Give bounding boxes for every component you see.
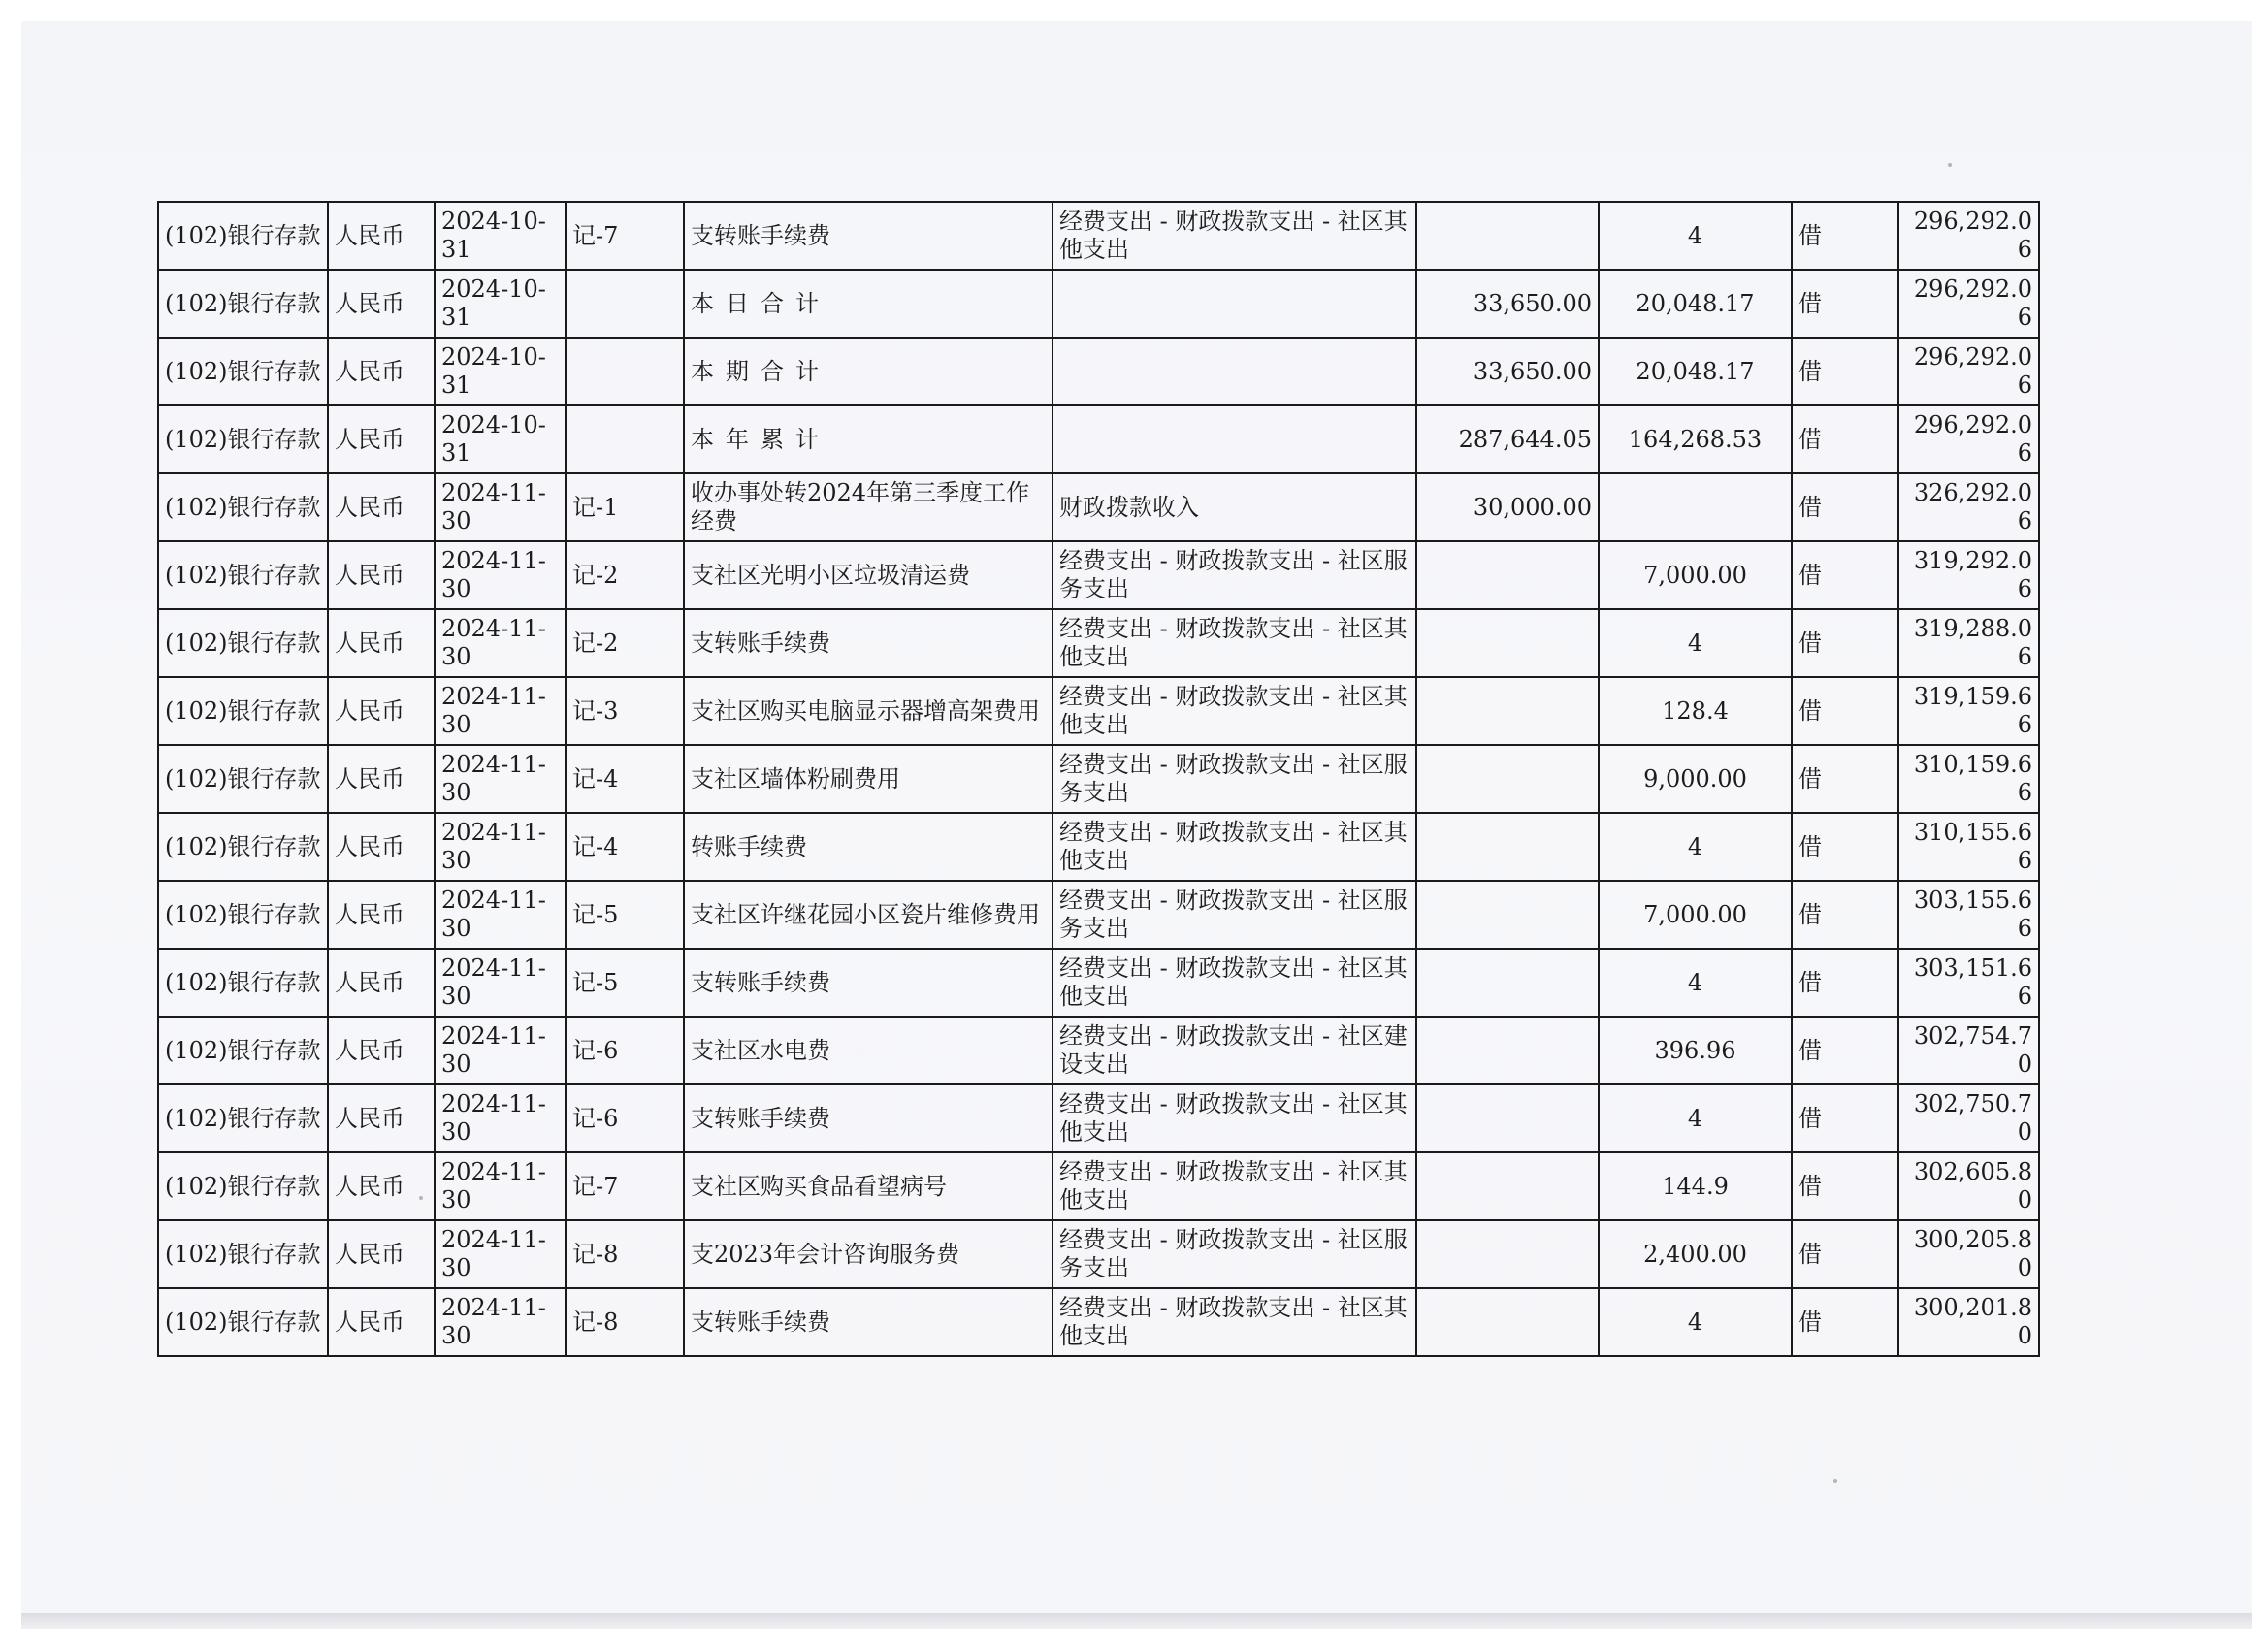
scan-speck [1833, 1479, 1837, 1483]
currency-cell: 人民币 [328, 881, 435, 949]
account-cell: (102)银行存款 [158, 881, 328, 949]
summary-cell: 本年累计 [684, 405, 1053, 473]
summary-cell: 支转账手续费 [684, 609, 1053, 677]
credit-cell: 4 [1599, 1288, 1792, 1356]
opposite-account-cell: 经费支出 - 财政拨款支出 - 社区其他支出 [1053, 949, 1416, 1017]
account-cell: (102)银行存款 [158, 1017, 328, 1084]
scan-bottom-edge [21, 1613, 2252, 1629]
opposite-account-cell: 经费支出 - 财政拨款支出 - 社区其他支出 [1053, 1288, 1416, 1356]
balance-cell: 296,292.06 [1898, 405, 2039, 473]
debit-cell [1416, 202, 1599, 270]
currency-cell: 人民币 [328, 949, 435, 1017]
account-cell: (102)银行存款 [158, 677, 328, 745]
summary-cell: 转账手续费 [684, 813, 1053, 881]
currency-cell: 人民币 [328, 473, 435, 541]
credit-cell: 396.96 [1599, 1017, 1792, 1084]
date-cell: 2024-10-31 [435, 338, 566, 405]
direction-cell: 借 [1792, 1152, 1898, 1220]
voucher-cell: 记-2 [566, 609, 684, 677]
opposite-account-cell: 经费支出 - 财政拨款支出 - 社区服务支出 [1053, 1220, 1416, 1288]
opposite-account-cell [1053, 270, 1416, 338]
debit-cell [1416, 1220, 1599, 1288]
credit-cell: 4 [1599, 813, 1792, 881]
voucher-cell [566, 338, 684, 405]
debit-cell [1416, 1288, 1599, 1356]
opposite-account-cell: 经费支出 - 财政拨款支出 - 社区其他支出 [1053, 1152, 1416, 1220]
direction-cell: 借 [1792, 745, 1898, 813]
voucher-cell: 记-6 [566, 1084, 684, 1152]
currency-cell: 人民币 [328, 813, 435, 881]
currency-cell: 人民币 [328, 1220, 435, 1288]
account-cell: (102)银行存款 [158, 202, 328, 270]
date-cell: 2024-10-31 [435, 202, 566, 270]
credit-cell: 9,000.00 [1599, 745, 1792, 813]
summary-cell: 收办事处转2024年第三季度工作经费 [684, 473, 1053, 541]
date-cell: 2024-11-30 [435, 881, 566, 949]
summary-cell: 本日合计 [684, 270, 1053, 338]
summary-cell: 支2023年会计咨询服务费 [684, 1220, 1053, 1288]
voucher-cell: 记-7 [566, 1152, 684, 1220]
opposite-account-cell: 经费支出 - 财政拨款支出 - 社区服务支出 [1053, 745, 1416, 813]
balance-cell: 296,292.06 [1898, 202, 2039, 270]
opposite-account-cell [1053, 338, 1416, 405]
currency-cell: 人民币 [328, 202, 435, 270]
voucher-cell: 记-3 [566, 677, 684, 745]
date-cell: 2024-11-30 [435, 1084, 566, 1152]
opposite-account-cell: 经费支出 - 财政拨款支出 - 社区其他支出 [1053, 1084, 1416, 1152]
date-cell: 2024-11-30 [435, 541, 566, 609]
debit-cell [1416, 1084, 1599, 1152]
opposite-account-cell: 经费支出 - 财政拨款支出 - 社区其他支出 [1053, 202, 1416, 270]
credit-cell: 4 [1599, 949, 1792, 1017]
ledger-row [158, 677, 2039, 745]
direction-cell: 借 [1792, 609, 1898, 677]
currency-cell: 人民币 [328, 338, 435, 405]
currency-cell: 人民币 [328, 1017, 435, 1084]
account-cell: (102)银行存款 [158, 609, 328, 677]
credit-cell: 164,268.53 [1599, 405, 1792, 473]
summary-cell: 支社区光明小区垃圾清运费 [684, 541, 1053, 609]
date-cell: 2024-11-30 [435, 949, 566, 1017]
ledger-row [158, 1288, 2039, 1356]
direction-cell: 借 [1792, 338, 1898, 405]
currency-cell: 人民币 [328, 405, 435, 473]
direction-cell: 借 [1792, 473, 1898, 541]
direction-cell: 借 [1792, 813, 1898, 881]
account-cell: (102)银行存款 [158, 949, 328, 1017]
account-cell: (102)银行存款 [158, 745, 328, 813]
currency-cell: 人民币 [328, 1152, 435, 1220]
direction-cell: 借 [1792, 202, 1898, 270]
balance-cell: 296,292.06 [1898, 338, 2039, 405]
account-cell: (102)银行存款 [158, 541, 328, 609]
date-cell: 2024-11-30 [435, 473, 566, 541]
voucher-cell: 记-4 [566, 745, 684, 813]
debit-cell [1416, 609, 1599, 677]
date-cell: 2024-10-31 [435, 405, 566, 473]
ledger-body [158, 202, 2039, 1356]
balance-cell: 300,205.80 [1898, 1220, 2039, 1288]
summary-cell: 支转账手续费 [684, 1288, 1053, 1356]
date-cell: 2024-11-30 [435, 1017, 566, 1084]
account-cell: (102)银行存款 [158, 473, 328, 541]
balance-cell: 302,754.70 [1898, 1017, 2039, 1084]
balance-cell: 326,292.06 [1898, 473, 2039, 541]
debit-cell [1416, 813, 1599, 881]
voucher-cell: 记-8 [566, 1288, 684, 1356]
ledger-row [158, 1017, 2039, 1084]
balance-cell: 302,750.70 [1898, 1084, 2039, 1152]
credit-cell: 7,000.00 [1599, 541, 1792, 609]
summary-cell: 支社区许继花园小区瓷片维修费用 [684, 881, 1053, 949]
credit-cell: 128.4 [1599, 677, 1792, 745]
voucher-cell: 记-8 [566, 1220, 684, 1288]
currency-cell: 人民币 [328, 1084, 435, 1152]
debit-cell [1416, 881, 1599, 949]
currency-cell: 人民币 [328, 677, 435, 745]
ledger-row [158, 745, 2039, 813]
credit-cell: 20,048.17 [1599, 338, 1792, 405]
date-cell: 2024-11-30 [435, 745, 566, 813]
credit-cell [1599, 473, 1792, 541]
ledger-row [158, 609, 2039, 677]
opposite-account-cell: 财政拨款收入 [1053, 473, 1416, 541]
voucher-cell: 记-4 [566, 813, 684, 881]
account-cell: (102)银行存款 [158, 1152, 328, 1220]
voucher-cell [566, 270, 684, 338]
voucher-cell [566, 405, 684, 473]
debit-cell [1416, 541, 1599, 609]
debit-cell [1416, 1017, 1599, 1084]
ledger-row [158, 270, 2039, 338]
debit-cell [1416, 949, 1599, 1017]
credit-cell: 20,048.17 [1599, 270, 1792, 338]
balance-cell: 310,155.66 [1898, 813, 2039, 881]
balance-cell: 303,151.66 [1898, 949, 2039, 1017]
direction-cell: 借 [1792, 1084, 1898, 1152]
scan-speck [1948, 163, 1952, 167]
date-cell: 2024-11-30 [435, 813, 566, 881]
account-cell: (102)银行存款 [158, 270, 328, 338]
account-cell: (102)银行存款 [158, 1084, 328, 1152]
summary-cell: 支社区购买食品看望病号 [684, 1152, 1053, 1220]
direction-cell: 借 [1792, 1220, 1898, 1288]
ledger-row [158, 949, 2039, 1017]
summary-cell: 本期合计 [684, 338, 1053, 405]
ledger-row [158, 881, 2039, 949]
debit-cell: 287,644.05 [1416, 405, 1599, 473]
credit-cell: 4 [1599, 202, 1792, 270]
direction-cell: 借 [1792, 1017, 1898, 1084]
direction-cell: 借 [1792, 949, 1898, 1017]
voucher-cell: 记-5 [566, 881, 684, 949]
ledger-row [158, 1220, 2039, 1288]
opposite-account-cell: 经费支出 - 财政拨款支出 - 社区服务支出 [1053, 541, 1416, 609]
opposite-account-cell: 经费支出 - 财政拨款支出 - 社区其他支出 [1053, 677, 1416, 745]
opposite-account-cell: 经费支出 - 财政拨款支出 - 社区其他支出 [1053, 609, 1416, 677]
balance-cell: 319,159.66 [1898, 677, 2039, 745]
account-cell: (102)银行存款 [158, 1288, 328, 1356]
ledger-row [158, 405, 2039, 473]
opposite-account-cell: 经费支出 - 财政拨款支出 - 社区服务支出 [1053, 881, 1416, 949]
balance-cell: 300,201.80 [1898, 1288, 2039, 1356]
voucher-cell: 记-1 [566, 473, 684, 541]
voucher-cell: 记-2 [566, 541, 684, 609]
direction-cell: 借 [1792, 270, 1898, 338]
debit-cell: 33,650.00 [1416, 338, 1599, 405]
account-cell: (102)银行存款 [158, 813, 328, 881]
date-cell: 2024-11-30 [435, 1220, 566, 1288]
ledger-row [158, 541, 2039, 609]
date-cell: 2024-11-30 [435, 677, 566, 745]
currency-cell: 人民币 [328, 609, 435, 677]
debit-cell [1416, 745, 1599, 813]
summary-cell: 支转账手续费 [684, 949, 1053, 1017]
currency-cell: 人民币 [328, 745, 435, 813]
account-cell: (102)银行存款 [158, 338, 328, 405]
ledger-row [158, 813, 2039, 881]
ledger-row [158, 202, 2039, 270]
voucher-cell: 记-5 [566, 949, 684, 1017]
direction-cell: 借 [1792, 405, 1898, 473]
balance-cell: 310,159.66 [1898, 745, 2039, 813]
summary-cell: 支转账手续费 [684, 1084, 1053, 1152]
summary-cell: 支转账手续费 [684, 202, 1053, 270]
balance-cell: 296,292.06 [1898, 270, 2039, 338]
date-cell: 2024-10-31 [435, 270, 566, 338]
credit-cell: 7,000.00 [1599, 881, 1792, 949]
ledger-row [158, 473, 2039, 541]
account-cell: (102)银行存款 [158, 1220, 328, 1288]
direction-cell: 借 [1792, 677, 1898, 745]
opposite-account-cell [1053, 405, 1416, 473]
date-cell: 2024-11-30 [435, 609, 566, 677]
balance-cell: 319,292.06 [1898, 541, 2039, 609]
ledger-row [158, 1152, 2039, 1220]
ledger-table [157, 201, 2040, 1357]
voucher-cell: 记-7 [566, 202, 684, 270]
direction-cell: 借 [1792, 541, 1898, 609]
opposite-account-cell: 经费支出 - 财政拨款支出 - 社区其他支出 [1053, 813, 1416, 881]
currency-cell: 人民币 [328, 270, 435, 338]
debit-cell: 33,650.00 [1416, 270, 1599, 338]
direction-cell: 借 [1792, 1288, 1898, 1356]
summary-cell: 支社区购买电脑显示器增高架费用 [684, 677, 1053, 745]
currency-cell: 人民币 [328, 541, 435, 609]
credit-cell: 144.9 [1599, 1152, 1792, 1220]
opposite-account-cell: 经费支出 - 财政拨款支出 - 社区建设支出 [1053, 1017, 1416, 1084]
ledger-row [158, 1084, 2039, 1152]
currency-cell: 人民币 [328, 1288, 435, 1356]
date-cell: 2024-11-30 [435, 1288, 566, 1356]
debit-cell [1416, 1152, 1599, 1220]
summary-cell: 支社区水电费 [684, 1017, 1053, 1084]
ledger-row [158, 338, 2039, 405]
balance-cell: 319,288.06 [1898, 609, 2039, 677]
summary-cell: 支社区墙体粉刷费用 [684, 745, 1053, 813]
debit-cell: 30,000.00 [1416, 473, 1599, 541]
credit-cell: 2,400.00 [1599, 1220, 1792, 1288]
debit-cell [1416, 677, 1599, 745]
credit-cell: 4 [1599, 609, 1792, 677]
voucher-cell: 记-6 [566, 1017, 684, 1084]
credit-cell: 4 [1599, 1084, 1792, 1152]
balance-cell: 302,605.80 [1898, 1152, 2039, 1220]
direction-cell: 借 [1792, 881, 1898, 949]
balance-cell: 303,155.66 [1898, 881, 2039, 949]
account-cell: (102)银行存款 [158, 405, 328, 473]
date-cell: 2024-11-30 [435, 1152, 566, 1220]
